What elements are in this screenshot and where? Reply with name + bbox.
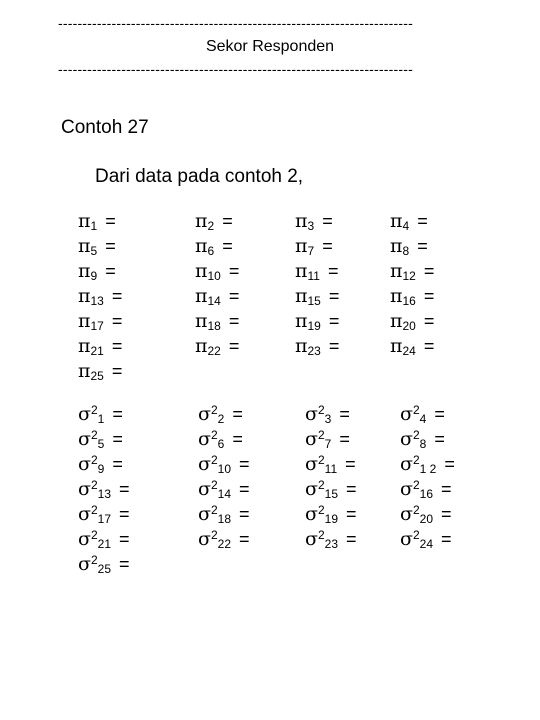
- sigma-symbol: σ: [305, 528, 318, 550]
- equals-sign: =: [322, 236, 333, 256]
- pi-cell: [195, 335, 240, 358]
- equals-sign: =: [111, 336, 123, 356]
- subscript-index: 7: [324, 437, 332, 451]
- sigma-cell: [78, 478, 130, 501]
- equals-sign: =: [339, 429, 350, 449]
- superscript-2: 2: [210, 503, 218, 517]
- pi-symbol: π: [78, 235, 91, 257]
- subscript-index: 10: [217, 462, 232, 476]
- superscript-2: 2: [90, 503, 98, 517]
- superscript-2: 2: [317, 428, 325, 442]
- superscript-2: 2: [317, 528, 325, 542]
- pi-symbol: π: [78, 335, 91, 357]
- equals-sign: =: [441, 479, 452, 499]
- pi-cell: [390, 210, 428, 233]
- subscript-index: 23: [307, 344, 321, 358]
- sigma-cell: [400, 403, 445, 426]
- subscript-index: 1 2: [419, 462, 437, 476]
- header-dash-line-top: -------------------------------------------------------------------------: [58, 16, 413, 30]
- sigma-symbol: σ: [400, 528, 413, 550]
- sigma-cell: [78, 503, 130, 526]
- equals-sign: =: [112, 404, 123, 424]
- sigma-cell: [78, 428, 123, 451]
- subscript-index: 24: [419, 537, 434, 551]
- superscript-2: 2: [317, 403, 325, 417]
- subscript-index: 7: [307, 244, 315, 258]
- superscript-2: 2: [317, 503, 325, 517]
- subscript-index: 3: [307, 219, 315, 233]
- pi-cell: [78, 210, 116, 233]
- equals-sign: =: [222, 211, 233, 231]
- pi-cell: [195, 260, 240, 283]
- sigma-cell: [305, 478, 357, 501]
- sigma-cell: [305, 403, 350, 426]
- subscript-index: 19: [324, 512, 339, 526]
- superscript-2: 2: [412, 503, 420, 517]
- pi-cell: [295, 260, 339, 283]
- equals-sign: =: [239, 529, 250, 549]
- sigma-cell: [78, 453, 123, 476]
- pi-symbol: π: [390, 335, 403, 357]
- pi-cell: [295, 235, 333, 258]
- pi-symbol: π: [390, 260, 403, 282]
- equals-sign: =: [441, 504, 452, 524]
- equals-sign: =: [417, 236, 428, 256]
- superscript-2: 2: [90, 428, 98, 442]
- pi-symbol: π: [390, 285, 403, 307]
- sigma-symbol: σ: [400, 503, 413, 525]
- superscript-2: 2: [90, 553, 98, 567]
- equals-sign: =: [239, 504, 250, 524]
- superscript-2: 2: [210, 453, 218, 467]
- sigma-symbol: σ: [400, 428, 413, 450]
- pi-symbol: π: [295, 310, 308, 332]
- subscript-index: 4: [402, 219, 410, 233]
- superscript-2: 2: [412, 453, 420, 467]
- sigma-cell: [78, 403, 123, 426]
- pi-symbol: π: [195, 310, 208, 332]
- equals-sign: =: [111, 361, 123, 381]
- pi-symbol: π: [78, 285, 91, 307]
- superscript-2: 2: [210, 428, 218, 442]
- subscript-index: 6: [217, 437, 225, 451]
- sigma-symbol: σ: [78, 478, 91, 500]
- sigma-cell: [198, 528, 250, 551]
- subscript-index: 14: [207, 294, 221, 308]
- sigma-cell: [305, 453, 356, 476]
- pi-symbol: π: [78, 310, 91, 332]
- subscript-index: 23: [324, 537, 339, 551]
- subscript-index: 4: [419, 412, 427, 426]
- subscript-index: 8: [419, 437, 427, 451]
- pi-symbol: π: [295, 235, 308, 257]
- pi-cell: [195, 285, 240, 308]
- subscript-index: 16: [402, 294, 416, 308]
- equals-sign: =: [423, 336, 435, 356]
- equals-sign: =: [105, 236, 116, 256]
- subscript-index: 11: [307, 269, 320, 283]
- pi-symbol: π: [78, 260, 91, 282]
- sigma-cell: [305, 528, 357, 551]
- subscript-index: 1: [90, 219, 98, 233]
- sigma-cell: [198, 453, 250, 476]
- pi-cell: [78, 310, 123, 333]
- sigma-symbol: σ: [305, 428, 318, 450]
- subscript-index: 20: [402, 319, 416, 333]
- subscript-index: 22: [207, 344, 221, 358]
- subscript-index: 18: [217, 512, 232, 526]
- equals-sign: =: [328, 286, 340, 306]
- pi-symbol: π: [195, 235, 208, 257]
- equals-sign: =: [228, 311, 240, 331]
- pi-cell: [195, 210, 233, 233]
- sigma-cell: [78, 553, 130, 576]
- sigma-cell: [78, 528, 130, 551]
- subscript-index: 21: [97, 537, 112, 551]
- pi-cell: [78, 335, 123, 358]
- pi-symbol: π: [295, 260, 308, 282]
- equals-sign: =: [112, 429, 123, 449]
- superscript-2: 2: [412, 428, 420, 442]
- pi-symbol: π: [195, 285, 208, 307]
- subscript-index: 24: [402, 344, 416, 358]
- equals-sign: =: [105, 261, 116, 281]
- equals-sign: =: [111, 311, 123, 331]
- sigma-symbol: σ: [400, 453, 413, 475]
- superscript-2: 2: [412, 478, 420, 492]
- sigma-cell: [400, 478, 452, 501]
- pi-cell: [195, 235, 233, 258]
- equals-sign: =: [222, 236, 233, 256]
- subscript-index: 21: [90, 344, 104, 358]
- subscript-index: 3: [324, 412, 332, 426]
- subscript-index: 17: [90, 319, 104, 333]
- subscript-index: 5: [90, 244, 98, 258]
- superscript-2: 2: [90, 478, 98, 492]
- equals-sign: =: [119, 554, 130, 574]
- equals-sign: =: [444, 454, 455, 474]
- subscript-index: 16: [419, 487, 434, 501]
- equals-sign: =: [228, 286, 240, 306]
- equals-sign: =: [441, 529, 452, 549]
- subscript-index: 9: [97, 462, 105, 476]
- subscript-index: 1: [97, 412, 105, 426]
- sigma-cell: [400, 528, 452, 551]
- pi-symbol: π: [78, 360, 91, 382]
- sigma-symbol: σ: [198, 453, 211, 475]
- sigma-symbol: σ: [78, 453, 91, 475]
- sigma-cell: [305, 428, 350, 451]
- pi-cell: [390, 335, 435, 358]
- sigma-symbol: σ: [305, 478, 318, 500]
- equals-sign: =: [112, 454, 123, 474]
- sigma-symbol: σ: [78, 528, 91, 550]
- equals-sign: =: [105, 211, 116, 231]
- sigma-symbol: σ: [78, 553, 91, 575]
- pi-symbol: π: [390, 210, 403, 232]
- subscript-index: 8: [402, 244, 410, 258]
- pi-cell: [390, 310, 435, 333]
- subscript-index: 15: [324, 487, 339, 501]
- pi-symbol: π: [195, 210, 208, 232]
- sigma-symbol: σ: [78, 503, 91, 525]
- equals-sign: =: [423, 311, 435, 331]
- subscript-index: 14: [217, 487, 232, 501]
- pi-cell: [78, 285, 123, 308]
- equals-sign: =: [434, 429, 445, 449]
- pi-cell: [295, 285, 340, 308]
- sigma-symbol: σ: [198, 528, 211, 550]
- pi-symbol: π: [390, 235, 403, 257]
- equals-sign: =: [232, 429, 243, 449]
- sigma-symbol: σ: [305, 403, 318, 425]
- equals-sign: =: [119, 529, 130, 549]
- equals-sign: =: [322, 211, 333, 231]
- sigma-symbol: σ: [198, 403, 211, 425]
- subscript-index: 22: [217, 537, 232, 551]
- equals-sign: =: [423, 261, 435, 281]
- subscript-index: 6: [207, 244, 215, 258]
- subscript-index: 20: [419, 512, 434, 526]
- sigma-cell: [198, 403, 243, 426]
- subscript-index: 10: [207, 269, 221, 283]
- header-dash-line-bottom: -------------------------------------------------------------------------: [58, 62, 413, 76]
- equals-sign: =: [345, 454, 356, 474]
- sigma-symbol: σ: [78, 428, 91, 450]
- sigma-cell: [400, 503, 452, 526]
- subscript-index: 25: [97, 562, 112, 576]
- sigma-symbol: σ: [198, 428, 211, 450]
- superscript-2: 2: [90, 453, 98, 467]
- sigma-cell: [198, 428, 243, 451]
- sigma-symbol: σ: [400, 478, 413, 500]
- sigma-symbol: σ: [78, 403, 91, 425]
- equals-sign: =: [328, 336, 340, 356]
- equals-sign: =: [327, 261, 339, 281]
- subscript-index: 13: [90, 294, 104, 308]
- equals-sign: =: [346, 504, 357, 524]
- intro-text: Dari data pada contoh 2,: [95, 166, 304, 187]
- equals-sign: =: [239, 454, 250, 474]
- pi-symbol: π: [295, 335, 308, 357]
- equals-sign: =: [228, 336, 240, 356]
- sigma-cell: [198, 503, 250, 526]
- superscript-2: 2: [210, 478, 218, 492]
- equals-sign: =: [239, 479, 250, 499]
- pi-cell: [390, 235, 428, 258]
- pi-cell: [390, 285, 435, 308]
- superscript-2: 2: [90, 528, 98, 542]
- superscript-2: 2: [412, 403, 420, 417]
- subscript-index: 2: [207, 219, 215, 233]
- subscript-index: 17: [97, 512, 112, 526]
- sigma-cell: [198, 478, 250, 501]
- sigma-cell: [305, 503, 357, 526]
- subscript-index: 2: [217, 412, 225, 426]
- subscript-index: 9: [90, 269, 98, 283]
- pi-cell: [78, 360, 123, 383]
- equals-sign: =: [119, 479, 130, 499]
- equals-sign: =: [328, 311, 340, 331]
- sigma-symbol: σ: [400, 403, 413, 425]
- pi-symbol: π: [295, 285, 308, 307]
- sigma-symbol: σ: [198, 478, 211, 500]
- equals-sign: =: [346, 529, 357, 549]
- sigma-cell: [400, 453, 455, 476]
- pi-cell: [195, 310, 240, 333]
- subscript-index: 11: [324, 462, 338, 476]
- superscript-2: 2: [412, 528, 420, 542]
- equals-sign: =: [119, 504, 130, 524]
- example-title: Contoh 27: [61, 117, 149, 138]
- subscript-index: 13: [97, 487, 112, 501]
- pi-symbol: π: [78, 210, 91, 232]
- pi-cell: [295, 335, 340, 358]
- page-title: Sekor Responden: [205, 38, 335, 55]
- superscript-2: 2: [317, 478, 325, 492]
- superscript-2: 2: [317, 453, 325, 467]
- pi-symbol: π: [295, 210, 308, 232]
- subscript-index: 12: [402, 269, 416, 283]
- subscript-index: 19: [307, 319, 321, 333]
- equals-sign: =: [339, 404, 350, 424]
- equals-sign: =: [346, 479, 357, 499]
- superscript-2: 2: [210, 403, 218, 417]
- subscript-index: 25: [90, 369, 104, 383]
- sigma-symbol: σ: [198, 503, 211, 525]
- equals-sign: =: [228, 261, 240, 281]
- pi-symbol: π: [195, 335, 208, 357]
- pi-cell: [295, 210, 333, 233]
- pi-cell: [390, 260, 435, 283]
- pi-symbol: π: [390, 310, 403, 332]
- equals-sign: =: [434, 404, 445, 424]
- pi-cell: [78, 235, 116, 258]
- subscript-index: 5: [97, 437, 105, 451]
- pi-cell: [295, 310, 340, 333]
- sigma-symbol: σ: [305, 453, 318, 475]
- equals-sign: =: [417, 211, 428, 231]
- sigma-symbol: σ: [305, 503, 318, 525]
- superscript-2: 2: [210, 528, 218, 542]
- subscript-index: 18: [207, 319, 221, 333]
- pi-cell: [78, 260, 116, 283]
- subscript-index: 15: [307, 294, 321, 308]
- equals-sign: =: [111, 286, 123, 306]
- sigma-cell: [400, 428, 445, 451]
- pi-symbol: π: [195, 260, 208, 282]
- superscript-2: 2: [90, 403, 98, 417]
- equals-sign: =: [232, 404, 243, 424]
- equals-sign: =: [423, 286, 435, 306]
